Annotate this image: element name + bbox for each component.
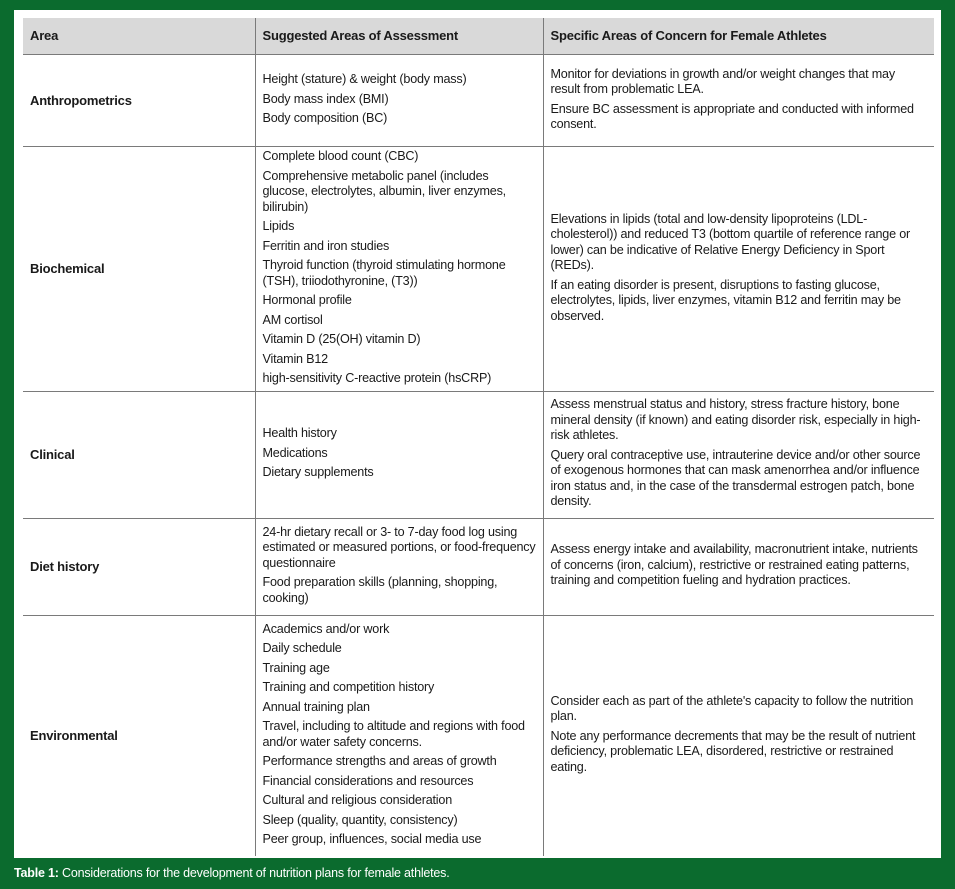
table-row [23,518,934,615]
assessment-item: Peer group, influences, social media use [262,832,482,846]
table-row [23,615,934,856]
assessment-cell [255,147,543,392]
caption-label: Table 1: [14,866,59,880]
area-cell: Environmental [23,615,255,856]
assessment-item: Complete blood count (CBC) [262,149,419,163]
header-row [23,18,934,55]
assessment-cell [255,55,543,147]
assessment-item: Vitamin D (25(OH) vitamin D) [262,332,421,346]
assessment-cell [255,391,543,518]
assessment-item: high-sensitivity C-reactive protein (hsCRP) [262,371,492,385]
concerns-cell [543,615,934,856]
assessment-cell [255,615,543,856]
header-concerns: Specific Areas of Concern for Female Athletes [543,18,934,55]
assessment-item: Financial considerations and resources [262,773,474,788]
concerns-cell [543,391,934,518]
assessment-item: Hormonal profile [262,293,352,307]
assessment-item: Height (stature) & weight (body mass) [262,72,467,87]
assessment-item: Dietary supplements [262,465,374,480]
assessment-item: Body mass index (BMI) [262,91,389,106]
concerns-cell [543,518,934,615]
assessment-item: Training and competition history [262,680,435,694]
assessment-item: AM cortisol [262,312,323,327]
concern-text: Query oral contraceptive use, intrauterine device and/or other source of exogenous hormones that can mask amenorrhea and/or influence iron status and, in the case of the transdermal estrogen patch, bone density. [550,447,921,509]
assessment-item: Performance strengths and areas of growth [262,754,497,768]
concerns-cell [543,147,934,392]
assessment-item: Training age [262,660,330,675]
concern-text: Assess menstrual status and history, stress fracture history, bone mineral density (if known) and eating disorder risk, especially in high-risk athletes. [550,397,921,443]
assessment-item: 24-hr dietary recall or 3- to 7-day food log using estimated or measured portions, or food-frequency questionnaire [262,524,536,570]
table-row [23,391,934,518]
concern-text: Note any performance decrements that may be the result of nutrient deficiency, problematic LEA, disordered, restrictive or restrained eating. [550,728,916,774]
area-cell: Clinical [23,391,255,518]
concern-text: Assess energy intake and availability, macronutrient intake, nutrients of concerns (iron, calcium), restrictive or restrained eating patterns, training and competition fueling and hydration practices. [550,542,918,588]
header-assessment: Suggested Areas of Assessment [255,18,543,55]
concern-text: Consider each as part of the athlete's capacity to follow the nutrition plan. [550,693,914,724]
table-row [23,147,934,392]
assessment-item: Body composition (BC) [262,111,388,126]
assessment-item: Academics and/or work [262,621,390,636]
concern-text: Ensure BC assessment is appropriate and conducted with informed consent. [550,101,914,131]
assessment-item: Ferritin and iron studies [262,238,390,253]
concern-text: Monitor for deviations in growth and/or weight changes that may result from problematic LEA. [550,66,895,96]
table-row [23,55,934,147]
concern-text: Elevations in lipids (total and low-density lipoproteins (LDL-cholesterol)) and reduced T3 (bottom quartile of reference range or lower) can be indicative of Relative Energy Deficiency in Sport (REDs). [550,211,910,272]
assessment-item: Vitamin B12 [262,351,328,366]
assessment-item: Medications [262,445,328,460]
area-cell: Biochemical [23,147,255,392]
assessment-item: Travel, including to altitude and regions with food and/or water safety concerns. [262,719,525,749]
concern-text: If an eating disorder is present, disruptions to fasting glucose, electrolytes, lipids, liver enzymes, vitamin B12 and ferritin may be observed. [550,277,901,323]
caption-text: Considerations for the development of nutrition plans for female athletes. [58,866,450,880]
table-panel [14,10,941,858]
nutrition-considerations-table [23,18,934,856]
assessment-item: Annual training plan [262,699,370,714]
assessment-item: Thyroid function (thyroid stimulating hormone (TSH), triiodothyronine, (T3)) [262,258,506,288]
assessment-item: Lipids [262,219,295,233]
area-cell: Anthropometrics [23,55,255,147]
assessment-item: Comprehensive metabolic panel (includes glucose, electrolytes, albumin, liver enzymes, bilirubin) [262,168,506,214]
concerns-cell [543,55,934,147]
header-area: Area [23,18,255,55]
area-cell: Diet history [23,518,255,615]
assessment-item: Food preparation skills (planning, shopping, cooking) [262,575,498,605]
assessment-item: Health history [262,426,337,441]
assessment-item: Daily schedule [262,641,342,655]
assessment-cell [255,518,543,615]
table-caption [14,866,450,880]
assessment-item: Sleep (quality, quantity, consistency) [262,812,458,827]
assessment-item: Cultural and religious consideration [262,793,453,807]
